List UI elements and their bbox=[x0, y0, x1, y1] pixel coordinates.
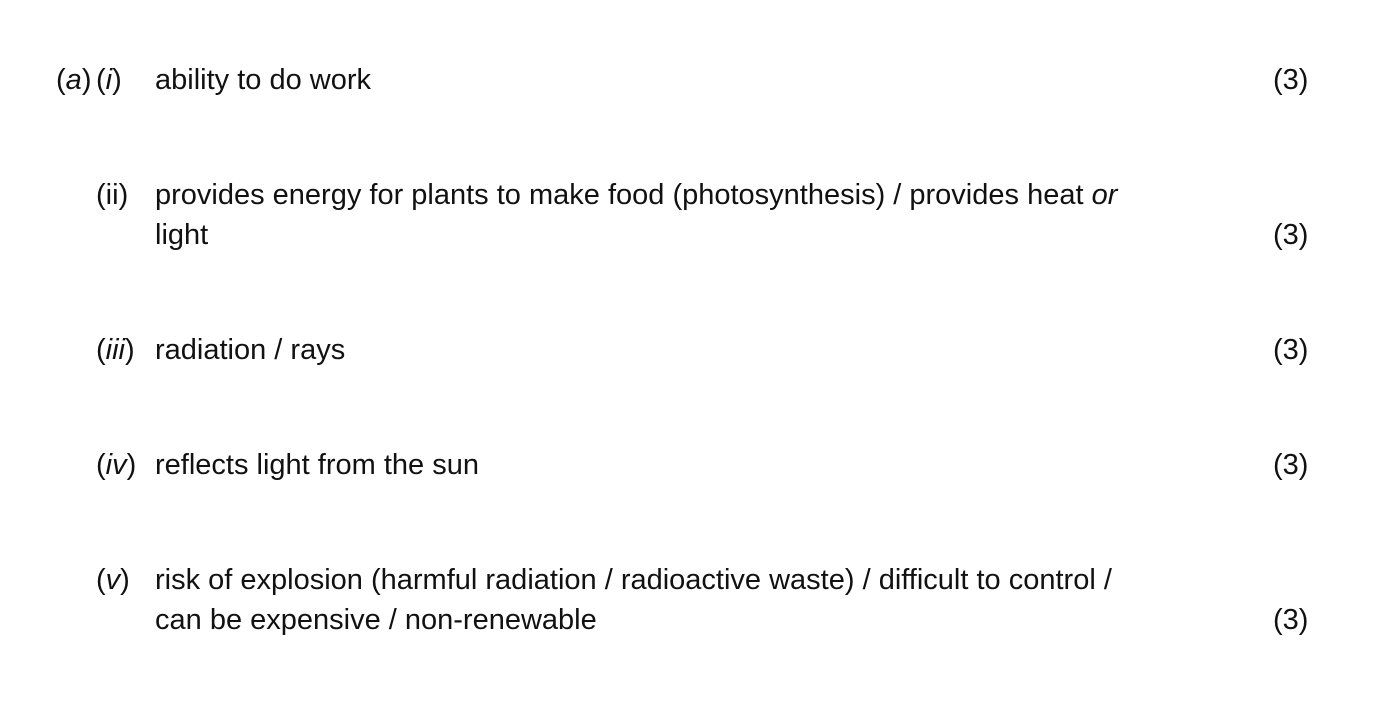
answer-row-iii bbox=[0, 330, 1392, 410]
answer-text: provides energy for plants to make food (photosynthesis) / provides heat or light bbox=[155, 179, 1118, 251]
answer-row-ii bbox=[0, 175, 1392, 255]
answer-text: risk of explosion (harmful radiation / radioactive waste) / difficult to control / can be expensive / non-renewable bbox=[155, 564, 1112, 636]
part-label: (a) bbox=[56, 64, 92, 96]
answer-text: reflects light from the sun bbox=[155, 449, 479, 481]
answer-row-v bbox=[0, 560, 1392, 640]
answer-row-iv bbox=[0, 445, 1392, 525]
item-number: (ii) bbox=[96, 179, 129, 211]
marks-label: (3) bbox=[1273, 219, 1309, 251]
marks-label: (3) bbox=[1273, 449, 1309, 481]
item-number: (iii) bbox=[96, 334, 135, 366]
answer-text: radiation / rays bbox=[155, 334, 346, 366]
item-number: (iv) bbox=[96, 449, 137, 481]
marks-label: (3) bbox=[1273, 334, 1309, 366]
marks-label: (3) bbox=[1273, 64, 1309, 96]
connector-word: or bbox=[1091, 179, 1118, 211]
answer-row-i bbox=[0, 60, 1392, 140]
marks-label: (3) bbox=[1273, 604, 1309, 636]
item-number: (i) bbox=[96, 64, 122, 96]
item-number: (v) bbox=[96, 564, 130, 596]
answer-text: ability to do work bbox=[155, 64, 371, 96]
